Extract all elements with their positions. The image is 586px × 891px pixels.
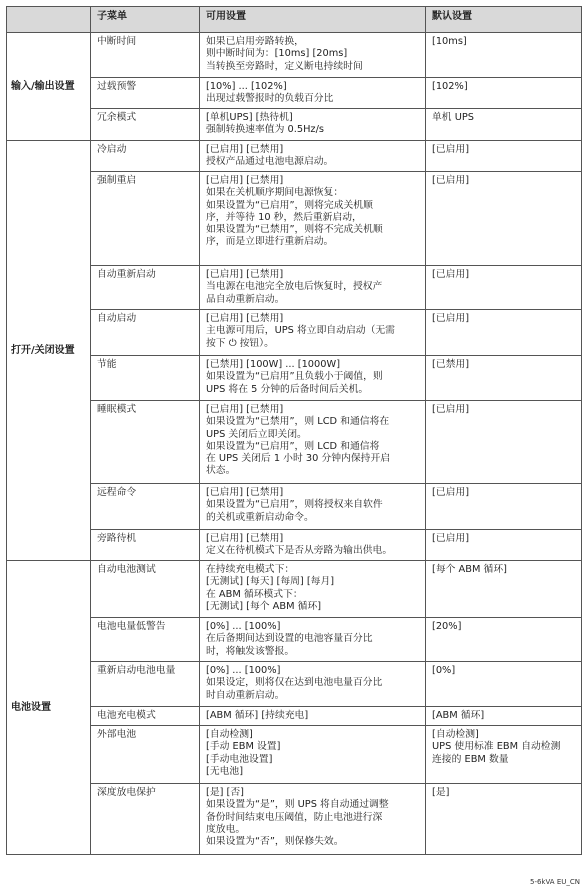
table-row bbox=[7, 356, 582, 401]
setting-line: 则中断时间为：[10ms] [20ms] bbox=[206, 48, 348, 60]
table-row bbox=[7, 726, 582, 784]
default-line: [已启用] bbox=[432, 313, 470, 324]
setting-line: 当转换至旁路时，定义断电持续时间 bbox=[206, 60, 363, 72]
setting-line: UPS 关闭后立即关闭。 bbox=[206, 428, 307, 440]
setting-line: [0%] ... [100%] bbox=[206, 621, 281, 632]
default-setting-cell bbox=[426, 356, 582, 401]
default-setting-cell bbox=[426, 33, 582, 78]
setting-line: 品自动重新启动。 bbox=[206, 293, 285, 305]
submenu-cell: 深度放电保护 bbox=[91, 784, 200, 855]
setting-line: 在 UPS 关闭后 1 小时 30 分钟内保持开启 bbox=[206, 453, 391, 465]
setting-line: UPS 将在 5 分钟的后备时间后关机。 bbox=[206, 383, 369, 395]
setting-line: [是] [否] bbox=[206, 787, 244, 798]
header-submenu: 子菜单 bbox=[91, 7, 200, 33]
table-row bbox=[7, 707, 582, 726]
available-settings-cell bbox=[200, 356, 426, 401]
setting-line: 时，将触发该警报。 bbox=[206, 645, 295, 657]
setting-line: [无电池] bbox=[206, 765, 244, 777]
available-settings-cell bbox=[200, 401, 426, 484]
available-settings-cell bbox=[200, 78, 426, 109]
setting-line: [已禁用] [100W] ... [1000W] bbox=[206, 359, 341, 370]
default-line: [已启用] bbox=[432, 175, 470, 186]
table-row bbox=[7, 33, 582, 78]
submenu-cell: 睡眠模式 bbox=[91, 401, 200, 484]
default-setting-cell bbox=[426, 618, 582, 662]
table-row bbox=[7, 109, 582, 141]
submenu-cell: 自动重新启动 bbox=[91, 266, 200, 310]
table-row bbox=[7, 530, 582, 561]
default-line: [已启用] bbox=[432, 533, 470, 544]
default-line: [已启用] bbox=[432, 487, 470, 498]
default-line: 单机 UPS bbox=[432, 112, 475, 123]
setting-line: [自动检测] bbox=[206, 729, 253, 740]
header-default-settings: 默认设置 bbox=[426, 7, 582, 33]
default-setting-cell bbox=[426, 109, 582, 141]
default-line: [自动检测] bbox=[432, 729, 479, 740]
table-body bbox=[7, 33, 582, 855]
default-setting-cell bbox=[426, 561, 582, 618]
available-settings-cell bbox=[200, 618, 426, 662]
submenu-cell: 自动启动 bbox=[91, 310, 200, 356]
setting-line: [已启用] [已禁用] bbox=[206, 487, 284, 498]
setting-line: 的关机或重新启动命令。 bbox=[206, 511, 314, 523]
table-row bbox=[7, 266, 582, 310]
available-settings-cell bbox=[200, 561, 426, 618]
default-line: [每个 ABM 循环] bbox=[432, 564, 507, 575]
default-setting-cell bbox=[426, 172, 582, 266]
setting-line: 如果设置为“已启用”，则将完成关机顺 bbox=[206, 199, 373, 211]
setting-line: 如果设置为“已启用”，则 LCD 和通信将 bbox=[206, 440, 380, 452]
default-setting-cell bbox=[426, 784, 582, 855]
setting-line: [手动 EBM 设置] bbox=[206, 741, 281, 753]
setting-line: 如果设定，则将仅在达到电池电量百分比 bbox=[206, 677, 383, 689]
available-settings-cell bbox=[200, 310, 426, 356]
available-settings-cell bbox=[200, 707, 426, 726]
default-line: [是] bbox=[432, 787, 450, 798]
setting-line: 状态。 bbox=[206, 465, 236, 477]
submenu-cell: 远程命令 bbox=[91, 484, 200, 530]
setting-line: 时自动重新启动。 bbox=[206, 689, 285, 701]
setting-line: [已启用] [已禁用] bbox=[206, 404, 284, 415]
setting-line: 在持续充电模式下： bbox=[206, 564, 295, 575]
table-row bbox=[7, 310, 582, 356]
default-line: 连接的 EBM 数量 bbox=[432, 753, 509, 765]
setting-line: 如果已启用旁路转换， bbox=[206, 36, 304, 47]
default-line: [10ms] bbox=[432, 36, 467, 47]
default-line: [已启用] bbox=[432, 269, 470, 280]
default-setting-cell bbox=[426, 530, 582, 561]
table-row bbox=[7, 618, 582, 662]
default-line: [已禁用] bbox=[432, 359, 470, 370]
table-row bbox=[7, 78, 582, 109]
setting-line: 强制转换速率值为 0.5Hz/s bbox=[206, 124, 324, 136]
setting-line: [无测试] [每天] [每周] [每月] bbox=[206, 576, 335, 588]
submenu-cell: 冷启动 bbox=[91, 141, 200, 172]
default-setting-cell bbox=[426, 707, 582, 726]
power-button-icon: ⏻ bbox=[228, 337, 237, 349]
setting-line: 在 ABM 循环模式下： bbox=[206, 588, 303, 600]
submenu-cell: 强制重启 bbox=[91, 172, 200, 266]
default-line: [102%] bbox=[432, 81, 468, 92]
setting-line: 序，并等待 10 秒，然后重新启动， bbox=[206, 211, 362, 223]
submenu-cell: 冗余模式 bbox=[91, 109, 200, 141]
submenu-cell: 节能 bbox=[91, 356, 200, 401]
default-setting-cell bbox=[426, 266, 582, 310]
submenu-cell: 电池充电模式 bbox=[91, 707, 200, 726]
category-cell: 打开/关闭设置 bbox=[7, 141, 91, 561]
table-row bbox=[7, 561, 582, 618]
category-cell: 电池设置 bbox=[7, 561, 91, 855]
default-line: [0%] bbox=[432, 665, 456, 676]
setting-line: 如果设置为“已启用”且负载小于阈值，则 bbox=[206, 371, 383, 383]
setting-line: [手动电池设置] bbox=[206, 753, 273, 765]
default-line: [20%] bbox=[432, 621, 462, 632]
table-row bbox=[7, 401, 582, 484]
setting-line: 按下 ⏻ 按钮）。 bbox=[206, 337, 274, 349]
setting-line: [已启用] [已禁用] bbox=[206, 533, 284, 544]
default-setting-cell bbox=[426, 310, 582, 356]
setting-line: [10%] ... [102%] bbox=[206, 81, 287, 92]
setting-line: 如果设置为“已启用”，则将授权来自软件 bbox=[206, 499, 383, 511]
setting-line: [已启用] [已禁用] bbox=[206, 175, 284, 186]
default-setting-cell bbox=[426, 141, 582, 172]
setting-line: 备份时间结束电压阈值，防止电池进行深 bbox=[206, 811, 383, 823]
category-cell: 输入/输出设置 bbox=[7, 33, 91, 141]
setting-line: 序，而是立即进行重新启动。 bbox=[206, 236, 334, 248]
setting-line: 主电源可用后，UPS 将立即自动启动（无需 bbox=[206, 325, 395, 337]
submenu-cell: 自动电池测试 bbox=[91, 561, 200, 618]
page-footer: 5-6kVA EU_CN bbox=[529, 878, 580, 886]
table-row bbox=[7, 662, 582, 707]
table-row bbox=[7, 784, 582, 855]
setting-line: [ABM 循环] [持续充电] bbox=[206, 710, 309, 721]
submenu-cell: 电池电量低警告 bbox=[91, 618, 200, 662]
available-settings-cell bbox=[200, 141, 426, 172]
default-setting-cell bbox=[426, 662, 582, 707]
setting-line: 如果在关机顺序期间电源恢复： bbox=[206, 187, 344, 199]
settings-table bbox=[6, 6, 582, 855]
default-setting-cell bbox=[426, 78, 582, 109]
available-settings-cell bbox=[200, 172, 426, 266]
setting-line: 如果设置为“已禁用”，则 LCD 和通信将在 bbox=[206, 416, 390, 428]
setting-line: 定义在待机模式下是否从旁路为输出供电。 bbox=[206, 545, 393, 557]
header-blank bbox=[7, 7, 91, 33]
default-line: UPS 使用标准 EBM 自动检测 bbox=[432, 741, 561, 753]
setting-line: 授权产品通过电池电源启动。 bbox=[206, 156, 334, 168]
submenu-cell: 重新启动电池电量 bbox=[91, 662, 200, 707]
available-settings-cell bbox=[200, 266, 426, 310]
table-row bbox=[7, 484, 582, 530]
available-settings-cell bbox=[200, 109, 426, 141]
default-line: [ABM 循环] bbox=[432, 710, 485, 721]
submenu-cell: 过载预警 bbox=[91, 78, 200, 109]
default-line: [已启用] bbox=[432, 404, 470, 415]
default-setting-cell bbox=[426, 401, 582, 484]
available-settings-cell bbox=[200, 33, 426, 78]
available-settings-cell bbox=[200, 726, 426, 784]
setting-line: [已启用] [已禁用] bbox=[206, 144, 284, 155]
setting-line: [已启用] [已禁用] bbox=[206, 313, 284, 324]
setting-line: 如果设置为“已禁用”，则将不完成关机顺 bbox=[206, 224, 383, 236]
submenu-cell: 旁路待机 bbox=[91, 530, 200, 561]
setting-line: 当电源在电池完全放电后恢复时，授权产 bbox=[206, 281, 383, 293]
table-row bbox=[7, 172, 582, 266]
setting-line: [无测试] [每个 ABM 循环] bbox=[206, 600, 322, 612]
setting-line: 出现过载警报时的负载百分比 bbox=[206, 93, 334, 105]
available-settings-cell bbox=[200, 784, 426, 855]
submenu-cell: 外部电池 bbox=[91, 726, 200, 784]
setting-line: [已启用] [已禁用] bbox=[206, 269, 284, 280]
setting-line: 如果设置为“否”，则保修失效。 bbox=[206, 836, 344, 848]
setting-line: 如果设置为“是”，则 UPS 将自动通过调整 bbox=[206, 799, 389, 811]
available-settings-cell bbox=[200, 484, 426, 530]
setting-line: 度放电。 bbox=[206, 823, 246, 835]
default-setting-cell bbox=[426, 484, 582, 530]
setting-line: [0%] ... [100%] bbox=[206, 665, 281, 676]
setting-line: 在后备期间达到设置的电池容量百分比 bbox=[206, 633, 373, 645]
table-row bbox=[7, 141, 582, 172]
submenu-cell: 中断时间 bbox=[91, 33, 200, 78]
default-line: [已启用] bbox=[432, 144, 470, 155]
available-settings-cell bbox=[200, 662, 426, 707]
setting-line: [单机UPS] [热待机] bbox=[206, 112, 293, 123]
table-header-row bbox=[7, 7, 582, 33]
default-setting-cell bbox=[426, 726, 582, 784]
available-settings-cell bbox=[200, 530, 426, 561]
header-available-settings: 可用设置 bbox=[200, 7, 426, 33]
